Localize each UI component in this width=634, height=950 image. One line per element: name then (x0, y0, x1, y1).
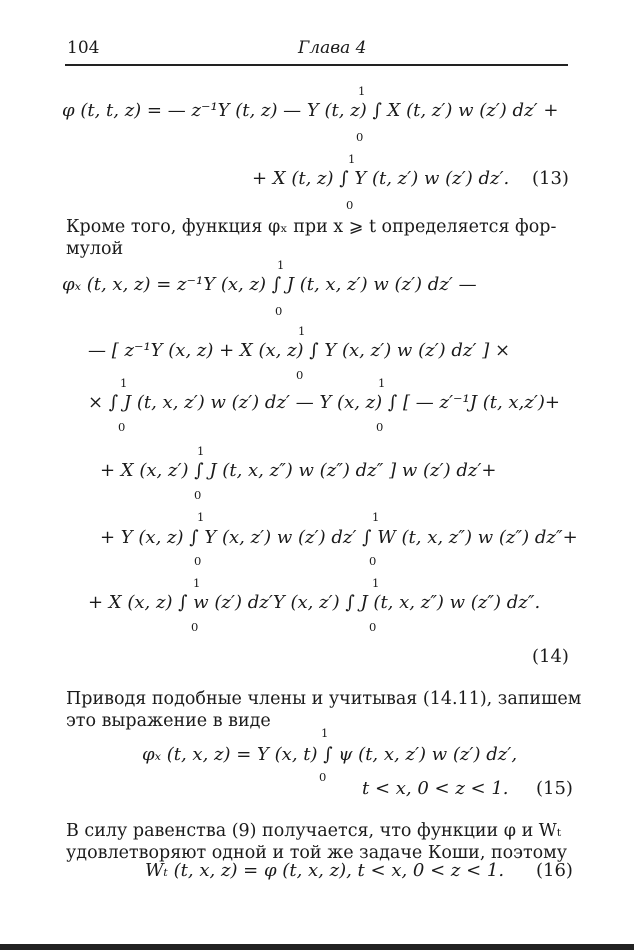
limit-upper: 1 (298, 324, 306, 338)
limit-lower: 0 (319, 770, 327, 784)
eq15-line2: t < x, 0 < z < 1. (362, 778, 509, 799)
limit-upper: 1 (372, 576, 380, 590)
limit-upper: 1 (197, 510, 205, 524)
eq14-line6: + X (x, z) ∫ w (z′) dz′Y (x, z′) ∫ J (t, x, z″) w (z″) dz″. (88, 592, 541, 613)
eq14-line5: + Y (x, z) ∫ Y (x, z′) w (z′) dz′ ∫ W (t, x, z″) w (z″) dz″+ (100, 527, 578, 548)
eq14-line4: + X (x, z′) ∫ J (t, x, z″) w (z″) dz″ ] w (z′) dz′+ (100, 460, 497, 481)
limit-lower: 0 (369, 554, 377, 568)
limit-lower: 0 (296, 368, 304, 382)
eq-number-16: (16) (536, 860, 573, 881)
eq13-line2: + X (t, z) ∫ Y (t, z′) w (z′) dz′. (252, 168, 510, 189)
limit-lower: 0 (369, 620, 377, 634)
eq16-line: Wₜ (t, x, z) = φ (t, x, z), t < x, 0 < z < 1. (145, 860, 505, 881)
eq-number-14: (14) (532, 646, 569, 667)
limit-upper: 1 (321, 726, 329, 740)
paragraph2-line1: Приводя подобные члены и учитывая (14.11), запишем (66, 689, 582, 709)
eq14-line1: φₓ (t, x, z) = z⁻¹Y (x, z) ∫ J (t, x, z′) w (z′) dz′ — (62, 274, 477, 295)
limit-lower: 0 (194, 488, 202, 502)
paragraph1-line2: мулой (66, 239, 124, 259)
limit-lower: 0 (191, 620, 199, 634)
limit-upper: 1 (372, 510, 380, 524)
limit-upper: 1 (120, 376, 128, 390)
eq13-line1: φ (t, t, z) = — z⁻¹Y (t, z) — Y (t, z) ∫ X (t, z′) w (z′) dz′ + (62, 100, 559, 121)
eq14-line3: × ∫ J (t, x, z′) w (z′) dz′ — Y (x, z) ∫ [ — z′⁻¹J (t, x,z′)+ (88, 392, 560, 413)
header-rule (65, 64, 568, 66)
limit-upper: 1 (348, 152, 356, 166)
eq-number-13: (13) (532, 168, 569, 189)
paragraph1-line1: Кроме того, функция φₓ при x ⩾ t определяется фор- (66, 217, 557, 237)
limit-lower: 0 (118, 420, 126, 434)
limit-upper: 1 (358, 84, 366, 98)
limit-lower: 0 (194, 554, 202, 568)
eq14-line2: — [ z⁻¹Y (x, z) + X (x, z) ∫ Y (x, z′) w (z′) dz′ ] × (88, 340, 511, 361)
paragraph3-line2: удовлетворяют одной и той же задаче Коши, поэтому (66, 843, 568, 863)
limit-lower: 0 (346, 198, 354, 212)
limit-lower: 0 (275, 304, 283, 318)
eq15-line1: φₓ (t, x, z) = Y (x, t) ∫ ψ (t, x, z′) w (z′) dz′, (142, 744, 518, 765)
limit-lower: 0 (376, 420, 384, 434)
limit-upper: 1 (277, 258, 285, 272)
eq-number-15: (15) (536, 778, 573, 799)
paragraph2-line2: это выражение в виде (66, 711, 271, 731)
limit-upper: 1 (193, 576, 201, 590)
page-number: 104 (67, 38, 100, 58)
chapter-title: Глава 4 (298, 38, 367, 58)
paragraph3-line1: В силу равенства (9) получается, что функции φ и Wₜ (66, 821, 562, 841)
limit-upper: 1 (197, 444, 205, 458)
bottom-edge (0, 944, 634, 950)
limit-lower: 0 (356, 130, 364, 144)
limit-upper: 1 (378, 376, 386, 390)
